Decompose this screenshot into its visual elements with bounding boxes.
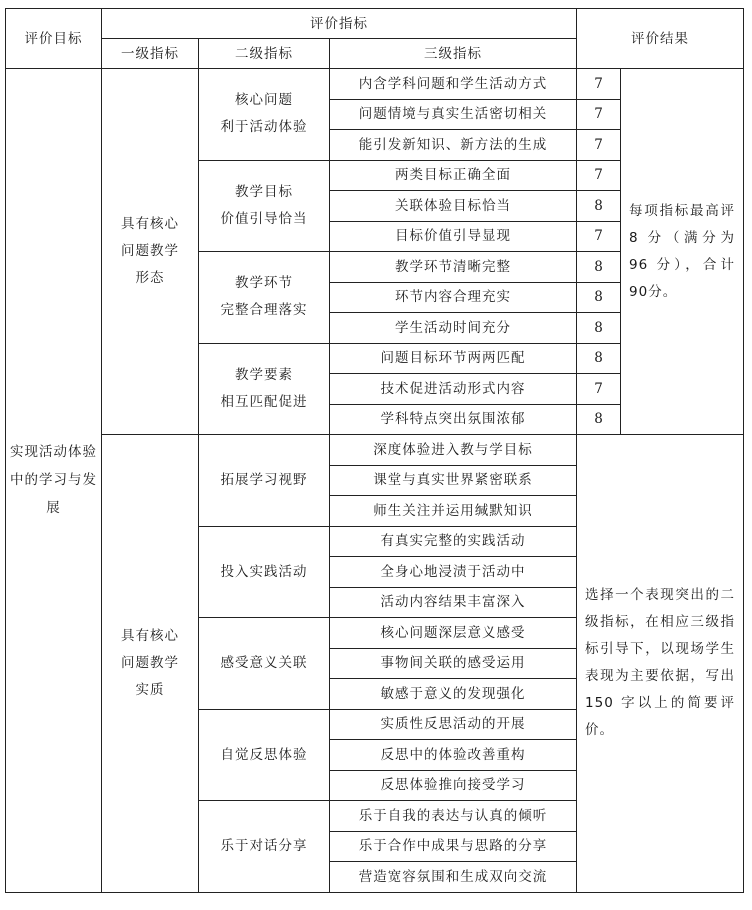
level3-cell: 关联体验目标恰当 <box>330 191 577 222</box>
level3-cell: 事物间关联的感受运用 <box>330 648 577 679</box>
score-cell: 7 <box>577 99 621 130</box>
level3-cell: 教学环节清晰完整 <box>330 252 577 283</box>
header-level2: 二级指标 <box>199 39 330 69</box>
level2-cell: 核心问题 利于活动体验 <box>199 69 330 161</box>
level3-cell: 核心问题深层意义感受 <box>330 618 577 649</box>
level3-cell: 环节内容合理充实 <box>330 282 577 313</box>
score-cell: 7 <box>577 160 621 191</box>
evaluation-table <box>5 8 744 893</box>
level3-cell: 目标价值引导显现 <box>330 221 577 252</box>
score-cell: 7 <box>577 69 621 100</box>
header-row-top <box>6 9 744 39</box>
score-cell: 8 <box>577 313 621 344</box>
table-row <box>6 69 744 100</box>
level3-cell: 学生活动时间充分 <box>330 313 577 344</box>
level2-cell: 乐于对话分享 <box>199 801 330 893</box>
level2-cell: 自觉反思体验 <box>199 709 330 801</box>
level2-cell: 教学目标 价值引导恰当 <box>199 160 330 252</box>
level3-cell: 师生关注并运用缄默知识 <box>330 496 577 527</box>
level2-cell: 投入实践活动 <box>199 526 330 618</box>
table-row <box>6 435 744 466</box>
score-cell: 8 <box>577 282 621 313</box>
level3-cell: 反思体验推向接受学习 <box>330 770 577 801</box>
level1-cell: 具有核心 问题教学 实质 <box>102 435 199 893</box>
level3-cell: 反思中的体验改善重构 <box>330 740 577 771</box>
score-cell: 8 <box>577 343 621 374</box>
level1-cell: 具有核心 问题教学 形态 <box>102 69 199 435</box>
score-cell: 7 <box>577 130 621 161</box>
score-cell: 8 <box>577 252 621 283</box>
level3-cell: 全身心地浸渍于活动中 <box>330 557 577 588</box>
level3-cell: 实质性反思活动的开展 <box>330 709 577 740</box>
level3-cell: 敏感于意义的发现强化 <box>330 679 577 710</box>
score-cell: 7 <box>577 374 621 405</box>
level2-cell: 拓展学习视野 <box>199 435 330 527</box>
result-note: 每项指标最高评 8 分（满分为 96 分），合计90分。 <box>621 69 744 435</box>
level3-cell: 课堂与真实世界紧密联系 <box>330 465 577 496</box>
level3-cell: 问题情境与真实生活密切相关 <box>330 99 577 130</box>
level3-cell: 技术促进活动形式内容 <box>330 374 577 405</box>
level2-cell: 感受意义关联 <box>199 618 330 710</box>
result-note: 选择一个表现突出的二级指标，在相应三级指标引导下，以现场学生表现为主要依据，写出 150 字以上的简要评价。 <box>577 435 744 893</box>
level3-cell: 营造宽容氛围和生成双向交流 <box>330 862 577 893</box>
header-goal: 评价目标 <box>6 9 102 69</box>
level3-cell: 内含学科问题和学生活动方式 <box>330 69 577 100</box>
level3-cell: 活动内容结果丰富深入 <box>330 587 577 618</box>
score-cell: 7 <box>577 221 621 252</box>
score-cell: 8 <box>577 191 621 222</box>
level3-cell: 乐于合作中成果与思路的分享 <box>330 831 577 862</box>
header-indicators: 评价指标 <box>102 9 577 39</box>
level2-cell: 教学要素 相互匹配促进 <box>199 343 330 435</box>
goal-cell: 实现活动体验中的学习与发展 <box>6 69 102 893</box>
header-level1: 一级指标 <box>102 39 199 69</box>
level3-cell: 有真实完整的实践活动 <box>330 526 577 557</box>
level3-cell: 深度体验进入教与学目标 <box>330 435 577 466</box>
header-level3: 三级指标 <box>330 39 577 69</box>
level3-cell: 问题目标环节两两匹配 <box>330 343 577 374</box>
level3-cell: 乐于自我的表达与认真的倾听 <box>330 801 577 832</box>
level3-cell: 学科特点突出氛围浓郁 <box>330 404 577 435</box>
score-cell: 8 <box>577 404 621 435</box>
level2-cell: 教学环节 完整合理落实 <box>199 252 330 344</box>
header-result: 评价结果 <box>577 9 744 69</box>
level3-cell: 两类目标正确全面 <box>330 160 577 191</box>
level3-cell: 能引发新知识、新方法的生成 <box>330 130 577 161</box>
